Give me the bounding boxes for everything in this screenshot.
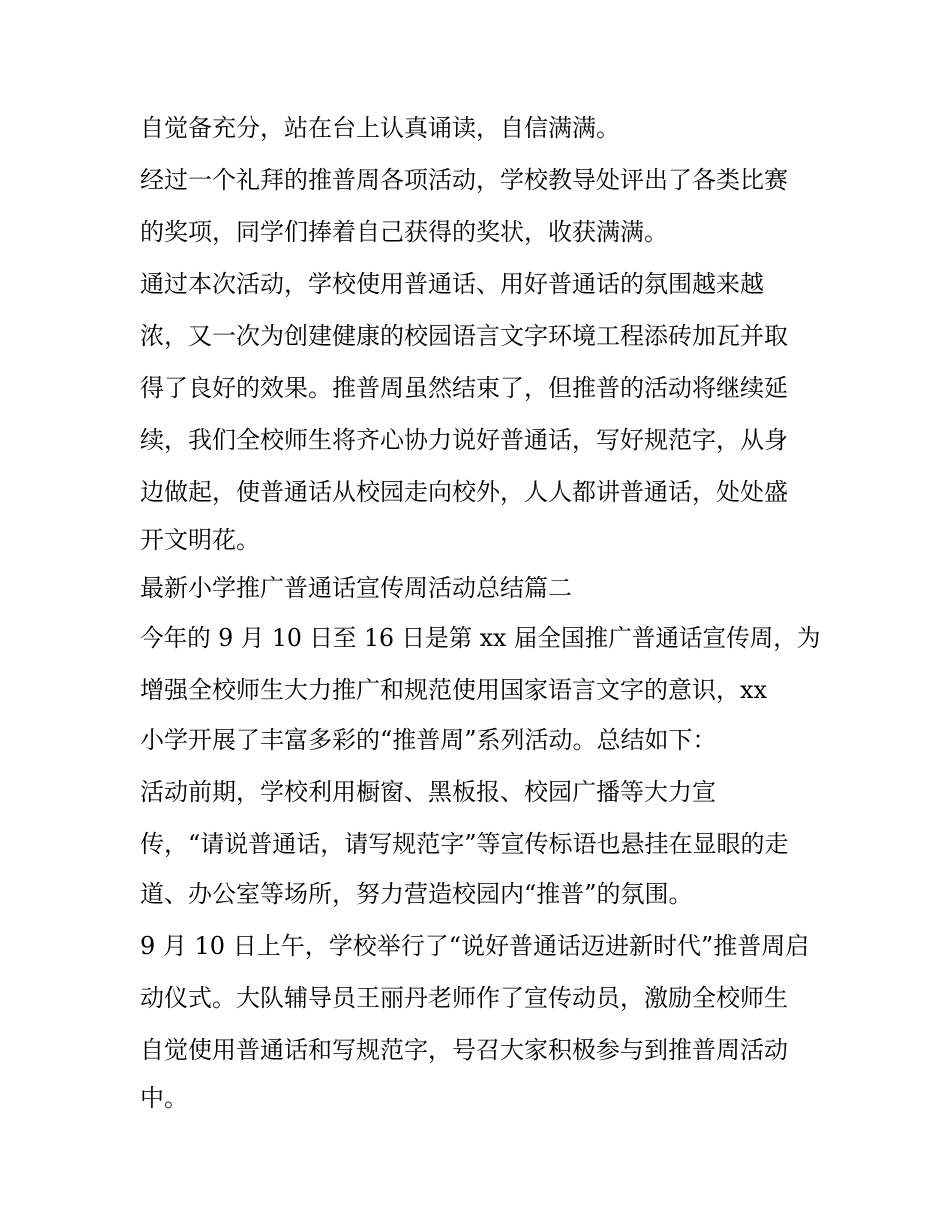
text-line: 自觉备充分，站在台上认真诵读，自信满满。 [140, 114, 620, 142]
text-line: 活动前期，学校利用橱窗、黑板报、校园广播等大力宣 [140, 778, 716, 806]
text-line: 续，我们全校师生将齐心协力说好普通话，写好规范字，从身 [140, 426, 788, 454]
text-line: 浓，又一次为创建健康的校园语言文字环境工程添砖加瓦并取 [140, 322, 788, 350]
text-line: 经过一个礼拜的推普周各项活动，学校教导处评出了各类比赛 [140, 166, 788, 194]
text-line: 得了良好的效果。推普周虽然结束了，但推普的活动将继续延 [140, 374, 788, 402]
text-line: 的奖项，同学们捧着自己获得的奖状，收获满满。 [140, 218, 668, 246]
text-line: 边做起，使普通话从校园走向校外，人人都讲普通话，处处盛 [140, 478, 788, 506]
text-line: 传，“请说普通话，请写规范字”等宣传标语也悬挂在显眼的走 [140, 830, 789, 858]
text-line: 中。 [140, 1084, 188, 1112]
text-line: 增强全校师生大力推广和规范使用国家语言文字的意识，xx [140, 676, 768, 704]
text-line: 自觉使用普通话和写规范字，号召大家积极参与到推普周活动 [140, 1036, 788, 1064]
text-line: 9 月 10 日上午，学校举行了“说好普通话迈进新时代”推普周启 [140, 932, 810, 960]
text-line: 今年的 9 月 10 日至 16 日是第 xx 届全国推广普通话宣传周，为 [140, 624, 821, 652]
text-line: 开文明花。 [140, 526, 260, 554]
text-line: 动仪式。大队辅导员王丽丹老师作了宣传动员，激励全校师生 [140, 984, 788, 1012]
text-line: 通过本次活动，学校使用普通话、用好普通话的氛围越来越 [140, 270, 764, 298]
text-line: 小学开展了丰富多彩的“推普周”系列活动。总结如下： [140, 726, 717, 754]
text-line: 道、办公室等场所，努力营造校园内“推普”的氛围。 [140, 880, 693, 908]
section-heading: 最新小学推广普通话宣传周活动总结篇二 [140, 574, 572, 602]
